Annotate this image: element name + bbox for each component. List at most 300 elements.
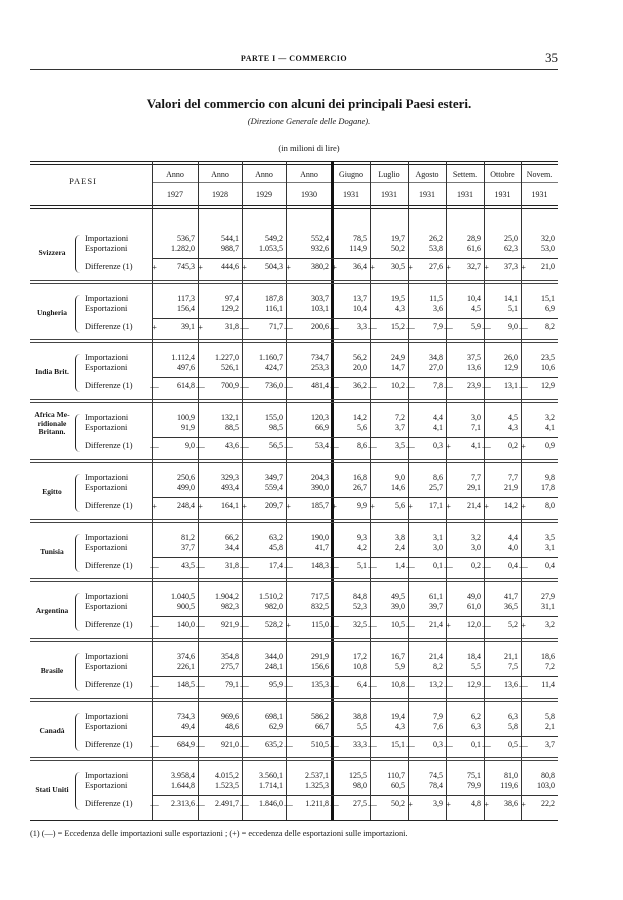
cell-difference-sign: —: [150, 739, 159, 750]
group-separator: [30, 280, 558, 281]
cell-differenze: 444,6: [221, 262, 239, 271]
row-label-differenze: Differenze (1): [85, 381, 133, 391]
header-rule: [30, 69, 558, 70]
cell-esportazioni: 4,2: [357, 542, 367, 552]
cell-difference-sign: —: [330, 620, 339, 631]
cell-esportazioni: 5,8: [508, 721, 518, 731]
cell-differenze: 5,9: [471, 321, 481, 331]
cell-esportazioni: 4,5: [471, 303, 481, 313]
cell-importazioni: 14,2: [353, 413, 367, 423]
cell-esportazioni: 129,2: [221, 303, 239, 313]
cell-importazioni: 81,0: [504, 771, 518, 781]
cell-esportazioni: 2,1: [545, 721, 555, 731]
row-label-importazioni: Importazioni: [85, 532, 129, 542]
table-bottom-rule: [30, 820, 558, 821]
row-label-differenze: Differenze (1): [85, 560, 133, 570]
cell-difference-sign: —: [406, 679, 415, 690]
country-name: India Brit.: [35, 367, 69, 377]
cell-differenze: 510,5: [311, 739, 329, 749]
cell-difference-sign: —: [444, 739, 453, 750]
cell-esportazioni: 4,1: [433, 423, 443, 433]
cell-importazioni: 32,0: [541, 234, 555, 243]
cell-importazioni: 6,3: [508, 711, 518, 721]
cell-difference-sign: —: [368, 381, 377, 392]
paesi-header: PAESI: [69, 176, 97, 186]
cell-esportazioni: 50,2: [391, 244, 405, 253]
cell-difference-sign: —: [240, 739, 249, 750]
cell-importazioni: 61,1: [429, 592, 443, 602]
cell-importazioni: 9,0: [395, 472, 405, 482]
country-name-line: Britann.: [38, 427, 66, 437]
country-name: Stati Uniti: [35, 785, 69, 795]
cell-difference-sign: —: [330, 381, 339, 392]
group-separator-2: [30, 581, 558, 582]
cell-esportazioni: 275,7: [221, 661, 239, 671]
cell-difference-sign: —: [406, 441, 415, 452]
group-separator: [30, 339, 558, 340]
column-header-year: 1931: [419, 190, 435, 199]
cell-difference-sign: —: [196, 441, 205, 452]
cell-differenze: 15,2: [391, 321, 405, 331]
row-label-importazioni: Importazioni: [85, 234, 129, 243]
cell-importazioni: 3,0: [471, 413, 481, 423]
cell-differenze: 12,9: [467, 679, 481, 689]
cell-esportazioni: 253,3: [311, 363, 329, 373]
cell-differenze: 380,2: [311, 262, 329, 271]
cell-importazioni: 80,8: [541, 771, 555, 781]
difference-rule: [152, 437, 558, 438]
cell-differenze: 140,0: [177, 620, 195, 630]
cell-esportazioni: 10,4: [353, 303, 367, 313]
cell-differenze: 33,3: [353, 739, 367, 749]
cell-esportazioni: 10,6: [541, 363, 555, 373]
cell-difference-sign: —: [330, 799, 339, 810]
cell-esportazioni: 39,7: [429, 602, 443, 612]
cell-importazioni: 1.510,2: [259, 592, 283, 602]
cell-importazioni: 16,7: [391, 651, 405, 661]
cell-differenze: 71,7: [269, 321, 283, 331]
cell-importazioni: 41,7: [504, 592, 518, 602]
row-label-importazioni: Importazioni: [85, 651, 129, 661]
cell-differenze: 38,6: [504, 799, 518, 809]
cell-difference-sign: —: [196, 739, 205, 750]
cell-esportazioni: 62,9: [269, 721, 283, 731]
cell-importazioni: 717,5: [311, 592, 329, 602]
row-label-esportazioni: Esportazioni: [85, 363, 128, 373]
cell-esportazioni: 103,0: [537, 781, 555, 791]
cell-importazioni: 3,1: [433, 532, 443, 542]
difference-rule: [152, 318, 558, 319]
cell-esportazioni: 156,6: [311, 661, 329, 671]
country-name-line: ridionale: [37, 418, 67, 428]
country-name: Argentina: [35, 606, 69, 616]
cell-difference-sign: —: [150, 799, 159, 810]
cell-difference-sign: —: [406, 739, 415, 750]
cell-importazioni: 250,6: [177, 472, 195, 482]
cell-importazioni: 344,0: [265, 651, 283, 661]
cell-importazioni: 586,2: [311, 711, 329, 721]
cell-esportazioni: 88,5: [225, 423, 239, 433]
row-label-importazioni: Importazioni: [85, 293, 129, 303]
cell-esportazioni: 1.523,5: [215, 781, 239, 791]
cell-esportazioni: 49,4: [181, 721, 195, 731]
cell-differenze: 635,2: [265, 739, 283, 749]
row-label-differenze: Differenze (1): [85, 321, 133, 331]
cell-esportazioni: 248,1: [265, 661, 283, 671]
cell-esportazioni: 39,0: [391, 602, 405, 612]
cell-esportazioni: 3,1: [545, 542, 555, 552]
cell-differenze: 0,4: [545, 560, 555, 570]
cell-differenze: 31,8: [225, 560, 239, 570]
cell-importazioni: 536,7: [177, 234, 195, 243]
cell-importazioni: 1.112,4: [171, 353, 195, 363]
cell-esportazioni: 37,7: [181, 542, 195, 552]
cell-importazioni: 19,7: [391, 234, 405, 243]
row-label-importazioni: Importazioni: [85, 592, 129, 602]
country-name: Brasile: [40, 665, 64, 675]
cell-esportazioni: 493,4: [221, 482, 239, 492]
cell-difference-sign: —: [150, 679, 159, 690]
cell-esportazioni: 526,1: [221, 363, 239, 373]
cell-difference-sign: —: [240, 679, 249, 690]
cell-differenze: 248,4: [177, 500, 195, 510]
cell-esportazioni: 4,1: [545, 423, 555, 433]
row-label-esportazioni: Esportazioni: [85, 661, 128, 671]
cell-difference-sign: —: [240, 560, 249, 571]
cell-esportazioni: 1.282,0: [171, 244, 195, 253]
cell-importazioni: 37,5: [467, 353, 481, 363]
cell-importazioni: 4.015,2: [215, 771, 239, 781]
cell-differenze: 5,2: [508, 620, 518, 630]
cell-differenze: 32,7: [467, 262, 481, 271]
cell-difference-sign: —: [444, 679, 453, 690]
cell-esportazioni: 66,7: [315, 721, 329, 731]
cell-differenze: 9,0: [508, 321, 518, 331]
row-label-differenze: Differenze (1): [85, 500, 133, 510]
row-label-esportazioni: Esportazioni: [85, 423, 128, 433]
country-name-line: Africa Me-: [34, 410, 70, 420]
cell-importazioni: 49,5: [391, 592, 405, 602]
cell-importazioni: 63,2: [269, 532, 283, 542]
cell-differenze: 6,4: [357, 679, 367, 689]
cell-esportazioni: 4,3: [508, 423, 518, 433]
cell-esportazioni: 390,0: [311, 482, 329, 492]
cell-esportazioni: 116,1: [265, 303, 283, 313]
cell-difference-sign: —: [519, 321, 528, 332]
cell-importazioni: 23,5: [541, 353, 555, 363]
cell-difference-sign: —: [284, 441, 293, 452]
cell-differenze: 0,4: [508, 560, 518, 570]
cell-importazioni: 26,2: [429, 234, 443, 243]
row-label-esportazioni: Esportazioni: [85, 542, 128, 552]
cell-importazioni: 3,8: [395, 532, 405, 542]
cell-differenze: 9,0: [185, 441, 195, 451]
running-title: PARTE I — COMMERCIO: [240, 54, 348, 63]
cell-differenze: 209,7: [265, 500, 283, 510]
cell-differenze: 10,5: [391, 620, 405, 630]
cell-importazioni: 13,7: [353, 293, 367, 303]
cell-difference-sign: +: [198, 321, 203, 332]
cell-difference-sign: —: [284, 679, 293, 690]
cell-differenze: 12,0: [467, 620, 481, 630]
cell-differenze: 3,2: [545, 620, 555, 630]
row-brace: [75, 414, 83, 452]
cell-differenze: 1.846,0: [259, 799, 283, 809]
cell-esportazioni: 5,1: [508, 303, 518, 313]
group-separator-2: [30, 701, 558, 702]
cell-importazioni: 125,5: [349, 771, 367, 781]
cell-importazioni: 552,4: [311, 234, 329, 243]
cell-differenze: 0,1: [471, 739, 481, 749]
cell-differenze: 36,2: [353, 381, 367, 391]
cell-esportazioni: 52,3: [353, 602, 367, 612]
row-label-importazioni: Importazioni: [85, 413, 129, 423]
row-brace: [75, 235, 83, 273]
cell-differenze: 0,2: [471, 560, 481, 570]
cell-difference-sign: —: [330, 560, 339, 571]
cell-importazioni: 6,2: [471, 711, 481, 721]
difference-rule: [152, 258, 558, 259]
group-separator-2: [30, 283, 558, 284]
cell-difference-sign: —: [482, 739, 491, 750]
cell-difference-sign: +: [242, 262, 247, 272]
cell-esportazioni: 14,7: [391, 363, 405, 373]
cell-differenze: 14,2: [504, 500, 518, 510]
cell-difference-sign: +: [484, 262, 489, 272]
difference-rule: [152, 616, 558, 617]
cell-differenze: 17,1: [429, 500, 443, 510]
cell-importazioni: 7,2: [395, 413, 405, 423]
cell-differenze: 185,7: [311, 500, 329, 510]
cell-esportazioni: 5,6: [357, 423, 367, 433]
cell-esportazioni: 988,7: [221, 244, 239, 253]
row-label-differenze: Differenze (1): [85, 262, 133, 271]
cell-esportazioni: 6,3: [471, 721, 481, 731]
cell-differenze: 7,9: [433, 321, 443, 331]
cell-differenze: 56,5: [269, 441, 283, 451]
cell-differenze: 700,9: [221, 381, 239, 391]
cell-difference-sign: +: [484, 799, 489, 810]
column-header-year: 1930: [301, 190, 317, 199]
cell-esportazioni: 4,0: [508, 542, 518, 552]
cell-importazioni: 8,6: [433, 472, 443, 482]
cell-differenze: 5,6: [395, 500, 405, 510]
group-separator-2: [30, 760, 558, 761]
cell-differenze: 23,9: [467, 381, 481, 391]
column-header-year: 1928: [212, 190, 228, 199]
cell-differenze: 164,1: [221, 500, 239, 510]
row-brace: [75, 295, 83, 333]
cell-difference-sign: —: [196, 679, 205, 690]
cell-esportazioni: 20,0: [353, 363, 367, 373]
cell-importazioni: 21,1: [504, 651, 518, 661]
cell-importazioni: 75,1: [467, 771, 481, 781]
cell-differenze: 2.313,6: [171, 799, 195, 809]
cell-difference-sign: —: [368, 560, 377, 571]
cell-importazioni: 16,8: [353, 472, 367, 482]
cell-difference-sign: —: [368, 620, 377, 631]
column-header-period: Settem.: [452, 170, 478, 179]
row-label-importazioni: Importazioni: [85, 472, 129, 482]
cell-differenze: 43,6: [225, 441, 239, 451]
cell-esportazioni: 53,8: [429, 244, 443, 253]
difference-rule: [152, 557, 558, 558]
country-name: Ungheria: [37, 307, 67, 317]
cell-differenze: 0,3: [433, 441, 443, 451]
cell-differenze: 200,6: [311, 321, 329, 331]
difference-rule: [152, 497, 558, 498]
cell-differenze: 921,0: [221, 739, 239, 749]
cell-importazioni: 5,8: [545, 711, 555, 721]
row-label-differenze: Differenze (1): [85, 679, 133, 689]
column-header-period: Luglio: [378, 170, 400, 179]
cell-esportazioni: 12,9: [504, 363, 518, 373]
cell-importazioni: 204,3: [311, 472, 329, 482]
country-name: Tunisia: [40, 546, 64, 556]
cell-esportazioni: 62,3: [504, 244, 518, 253]
group-separator: [30, 519, 558, 520]
group-separator: [30, 459, 558, 460]
cell-difference-sign: —: [444, 381, 453, 392]
cell-differenze: 39,1: [181, 321, 195, 331]
units-note: (in milioni di lire): [278, 143, 340, 153]
cell-difference-sign: +: [286, 262, 291, 272]
cell-difference-sign: —: [284, 381, 293, 392]
cell-differenze: 21,4: [429, 620, 443, 630]
row-label-differenze: Differenze (1): [85, 620, 133, 630]
page-number: 35: [545, 50, 558, 65]
cell-importazioni: 120,3: [311, 413, 329, 423]
cell-esportazioni: 103,1: [311, 303, 329, 313]
cell-esportazioni: 45,8: [269, 542, 283, 552]
row-label-importazioni: Importazioni: [85, 353, 129, 363]
cell-esportazioni: 4,3: [395, 303, 405, 313]
country-name: [30, 411, 74, 437]
cell-importazioni: 544,1: [221, 234, 239, 243]
cell-difference-sign: —: [240, 799, 249, 810]
column-header-year: 1931: [381, 190, 397, 199]
cell-esportazioni: 34,4: [225, 542, 239, 552]
cell-esportazioni: 156,4: [177, 303, 195, 313]
cell-differenze: 2.491,7: [215, 799, 239, 809]
cell-importazioni: 1.040,5: [171, 592, 195, 602]
cell-differenze: 27,6: [429, 262, 443, 271]
cell-esportazioni: 13,6: [467, 363, 481, 373]
cell-differenze: 115,0: [311, 620, 329, 630]
cell-esportazioni: 36,5: [504, 602, 518, 612]
country-name: Svizzera: [38, 248, 66, 257]
group-separator-2: [30, 342, 558, 343]
cell-importazioni: 155,0: [265, 413, 283, 423]
cell-differenze: 921,9: [221, 620, 239, 630]
cell-importazioni: 81,2: [181, 532, 195, 542]
cell-differenze: 3,9: [433, 799, 443, 809]
cell-importazioni: 3,2: [545, 413, 555, 423]
cell-differenze: 3,3: [357, 321, 367, 331]
cell-differenze: 5,1: [357, 560, 367, 570]
cell-importazioni: 18,6: [541, 651, 555, 661]
cell-differenze: 36,4: [353, 262, 367, 271]
cell-importazioni: 1.904,2: [215, 592, 239, 602]
cell-difference-sign: —: [519, 739, 528, 750]
cell-difference-sign: —: [150, 620, 159, 631]
column-header-period: Ottobre: [490, 170, 515, 179]
cell-importazioni: 56,2: [353, 353, 367, 363]
cell-importazioni: 97,4: [225, 293, 239, 303]
cell-esportazioni: 31,1: [541, 602, 555, 612]
cell-differenze: 481,4: [311, 381, 329, 391]
cell-difference-sign: —: [240, 441, 249, 452]
cell-difference-sign: —: [406, 620, 415, 631]
cell-importazioni: 110,7: [387, 771, 405, 781]
cell-importazioni: 2.537,1: [305, 771, 329, 781]
cell-difference-sign: —: [519, 381, 528, 392]
cell-esportazioni: 497,6: [177, 363, 195, 373]
cell-esportazioni: 98,0: [353, 781, 367, 791]
cell-difference-sign: —: [330, 441, 339, 452]
cell-importazioni: 1.160,7: [259, 353, 283, 363]
cell-difference-sign: +: [446, 441, 451, 452]
column-header-year: 1931: [343, 190, 359, 199]
cell-differenze: 95,9: [269, 679, 283, 689]
group-separator-2: [30, 462, 558, 463]
cell-difference-sign: +: [198, 500, 203, 511]
cell-importazioni: 549,2: [265, 234, 283, 243]
cell-differenze: 148,3: [311, 560, 329, 570]
cell-difference-sign: —: [444, 560, 453, 571]
cell-differenze: 12,9: [541, 381, 555, 391]
cell-differenze: 1,4: [395, 560, 405, 570]
cell-difference-sign: —: [368, 321, 377, 332]
cell-importazioni: 9,3: [357, 532, 367, 542]
country-name: Egitto: [42, 486, 62, 496]
group-separator: [30, 757, 558, 758]
cell-esportazioni: 8,2: [433, 661, 443, 671]
cell-importazioni: 10,4: [467, 293, 481, 303]
country-name: Canadà: [39, 725, 65, 735]
cell-difference-sign: —: [368, 739, 377, 750]
cell-importazioni: 1.227,0: [215, 353, 239, 363]
cell-importazioni: 11,5: [429, 293, 443, 303]
cell-difference-sign: —: [519, 560, 528, 571]
cell-difference-sign: +: [198, 262, 203, 272]
cell-esportazioni: 1.325,3: [305, 781, 329, 791]
cell-esportazioni: 900,5: [177, 602, 195, 612]
cell-difference-sign: —: [444, 321, 453, 332]
column-header-period: Anno: [211, 170, 229, 179]
cell-difference-sign: +: [152, 321, 157, 332]
cell-importazioni: 734,7: [311, 353, 329, 363]
cell-importazioni: 349,7: [265, 472, 283, 482]
cell-esportazioni: 932,6: [311, 244, 329, 253]
cell-difference-sign: —: [240, 321, 249, 332]
group-separator-2: [30, 641, 558, 642]
cell-importazioni: 734,3: [177, 711, 195, 721]
row-label-differenze: Differenze (1): [85, 739, 133, 749]
cell-importazioni: 190,0: [311, 532, 329, 542]
cell-esportazioni: 7,1: [471, 423, 481, 433]
cell-difference-sign: +: [408, 262, 413, 272]
row-label-differenze: Differenze (1): [85, 799, 133, 809]
cell-differenze: 27,5: [353, 799, 367, 809]
cell-importazioni: 3,5: [545, 532, 555, 542]
cell-esportazioni: 3,0: [433, 542, 443, 552]
cell-importazioni: 132,1: [221, 413, 239, 423]
cell-difference-sign: —: [284, 560, 293, 571]
row-label-esportazioni: Esportazioni: [85, 721, 128, 731]
cell-esportazioni: 10,8: [353, 661, 367, 671]
cell-esportazioni: 6,9: [545, 303, 555, 313]
